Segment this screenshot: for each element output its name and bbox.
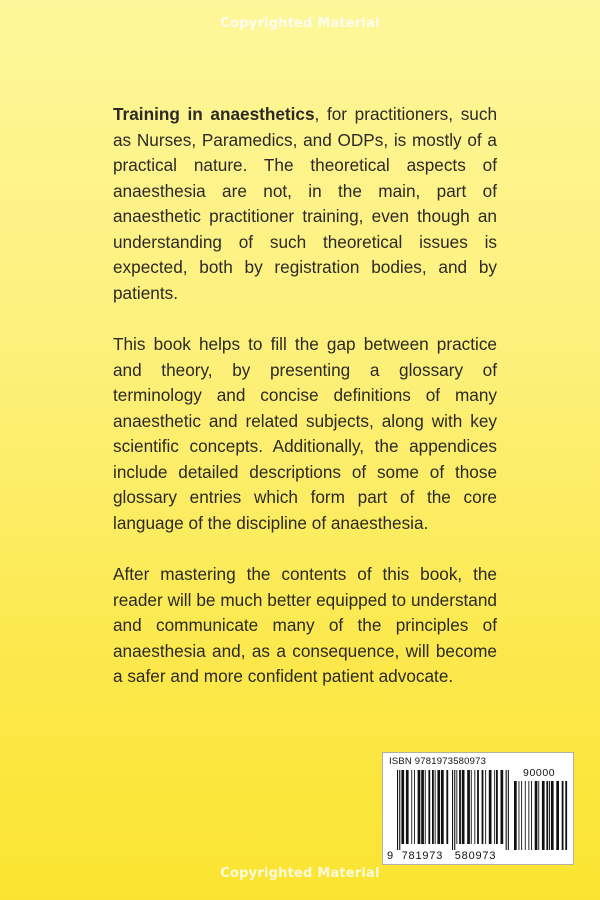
blurb-lead-text: Training in anaesthetics [113,104,315,124]
watermark-top: Copyrighted Material [220,16,380,31]
barcode-digit-left-group: 781973 [401,850,444,862]
barcode-digit-right-group: 580973 [454,850,497,862]
blurb-paragraph-3-text: After mastering the contents of this book, the reader will be much better equipped to understand and communicate many of the principles of anaesthesia and, as a consequence, will become a safer and more confident patient advocate. [113,564,497,686]
back-cover-blurb [113,102,497,716]
blurb-paragraph-3 [113,562,497,690]
blurb-paragraph-1-text: , for practitioners, such as Nurses, Paramedics, and ODPs, is mostly of a practical nature. The theoretical aspects of anaesthesia are not, in the main, part of anaesthetic practitioner training, even though an understanding of such theoretical issues is expected, both by registration bodies, and by patients. [113,104,497,303]
watermark-bottom: Copyrighted Material [220,866,380,881]
barcode-addon-number: 90000 [523,767,556,779]
isbn-barcode [382,752,574,865]
isbn-label: ISBN 9781973580973 [389,756,487,767]
blurb-paragraph-2 [113,332,497,536]
barcode-digit-first: 9 [387,850,394,862]
barcode-digits [387,850,496,862]
blurb-paragraph-2-text: This book helps to fill the gap between practice and theory, by presenting a glossary of terminology and concise definitions of many anaesthetic and related subjects, along with key scientific concepts. Additionally, the appendices include detailed descriptions of some of those glossary entries which form part of the core language of the discipline of anaesthesia. [113,334,497,533]
blurb-paragraph-1 [113,102,497,306]
